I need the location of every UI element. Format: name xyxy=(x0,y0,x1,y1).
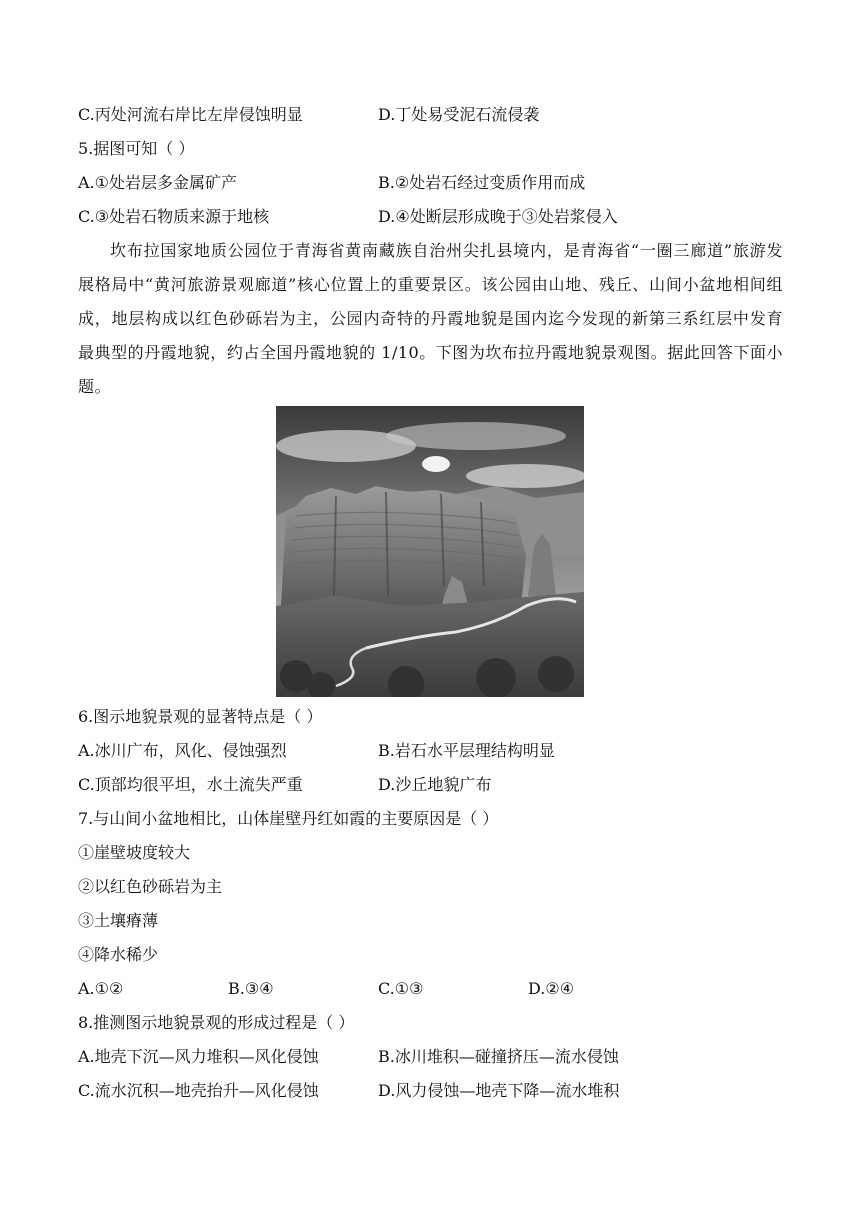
q6-option-c: C.顶部均很平坦，水土流失严重 xyxy=(78,775,303,794)
q7-item-1: ①崖壁坡度较大 xyxy=(78,843,191,862)
landscape-illustration xyxy=(276,406,584,697)
q6-option-d: D.沙丘地貌广布 xyxy=(378,775,492,794)
q7-option-d: D.②④ xyxy=(528,979,575,998)
passage-text: 坎布拉国家地质公园位于青海省黄南藏族自治州尖扎县境内，是青海省“一圈三廊道”旅游发展格局中“黄河旅游景观廊道”核心位置上的重要景区。该公园由山地、残丘、山间小盆地相间组成，地层构成以红色砂砾岩为主，公园内奇特的丹霞地貌是国内迄今发现的新第三系红层中发育最典型的丹霞地貌，约占全国丹霞地貌的 1/10。下图为坎布拉丹霞地貌景观图。据此回答下面小题。 xyxy=(78,241,783,396)
q8-options-ab xyxy=(78,1046,798,1068)
reading-passage xyxy=(78,234,783,404)
q8-option-b: B.冰川堆积—碰撞挤压—流水侵蚀 xyxy=(378,1047,619,1066)
q8-option-a: A.地壳下沉—风力堆积—风化侵蚀 xyxy=(78,1047,319,1066)
q8-options-cd xyxy=(78,1080,798,1102)
q5-options-ab xyxy=(78,172,798,194)
q7-option-c: C.①③ xyxy=(378,979,424,998)
q7-option-a: A.①② xyxy=(78,979,124,998)
q6-stem: 6.图示地貌景观的显著特点是（ ） xyxy=(78,707,323,726)
q8-stem: 8.推测图示地貌景观的形成过程是（ ） xyxy=(78,1013,355,1032)
q4-option-d: D.丁处易受泥石流侵袭 xyxy=(378,105,540,124)
q5-option-a: A.①处岩层多金属矿产 xyxy=(78,173,237,192)
q5-option-c: C.③处岩石物质来源于地核 xyxy=(78,207,270,226)
q7-option-b: B.③④ xyxy=(228,979,274,998)
danxia-landform-photo xyxy=(276,406,584,697)
q5-option-b: B.②处岩石经过变质作用而成 xyxy=(378,173,586,192)
q7-item-4: ④降水稀少 xyxy=(78,945,159,964)
q5-option-d: D.④处断层形成晚于③处岩浆侵入 xyxy=(378,207,618,226)
q8-option-c: C.流水沉积—地壳抬升—风化侵蚀 xyxy=(78,1081,319,1100)
q6-option-b: B.岩石水平层理结构明显 xyxy=(378,741,555,760)
q7-stem: 7.与山间小盆地相比，山体崖壁丹红如霞的主要原因是（ ） xyxy=(78,809,499,828)
q6-options-cd xyxy=(78,774,798,796)
q6-options-ab xyxy=(78,740,798,762)
q4-option-c: C.丙处河流右岸比左岸侵蚀明显 xyxy=(78,105,303,124)
q5-stem: 5.据图可知（ ） xyxy=(78,139,195,158)
q5-options-cd xyxy=(78,206,798,228)
q7-item-3: ③土壤瘠薄 xyxy=(78,911,159,930)
q7-item-2: ②以红色砂砾岩为主 xyxy=(78,877,223,896)
q6-option-a: A.冰川广布，风化、侵蚀强烈 xyxy=(78,741,287,760)
q8-option-d: D.风力侵蚀—地壳下降—流水堆积 xyxy=(378,1081,620,1100)
q7-options xyxy=(78,978,798,1000)
q4-options-cd xyxy=(78,104,798,126)
